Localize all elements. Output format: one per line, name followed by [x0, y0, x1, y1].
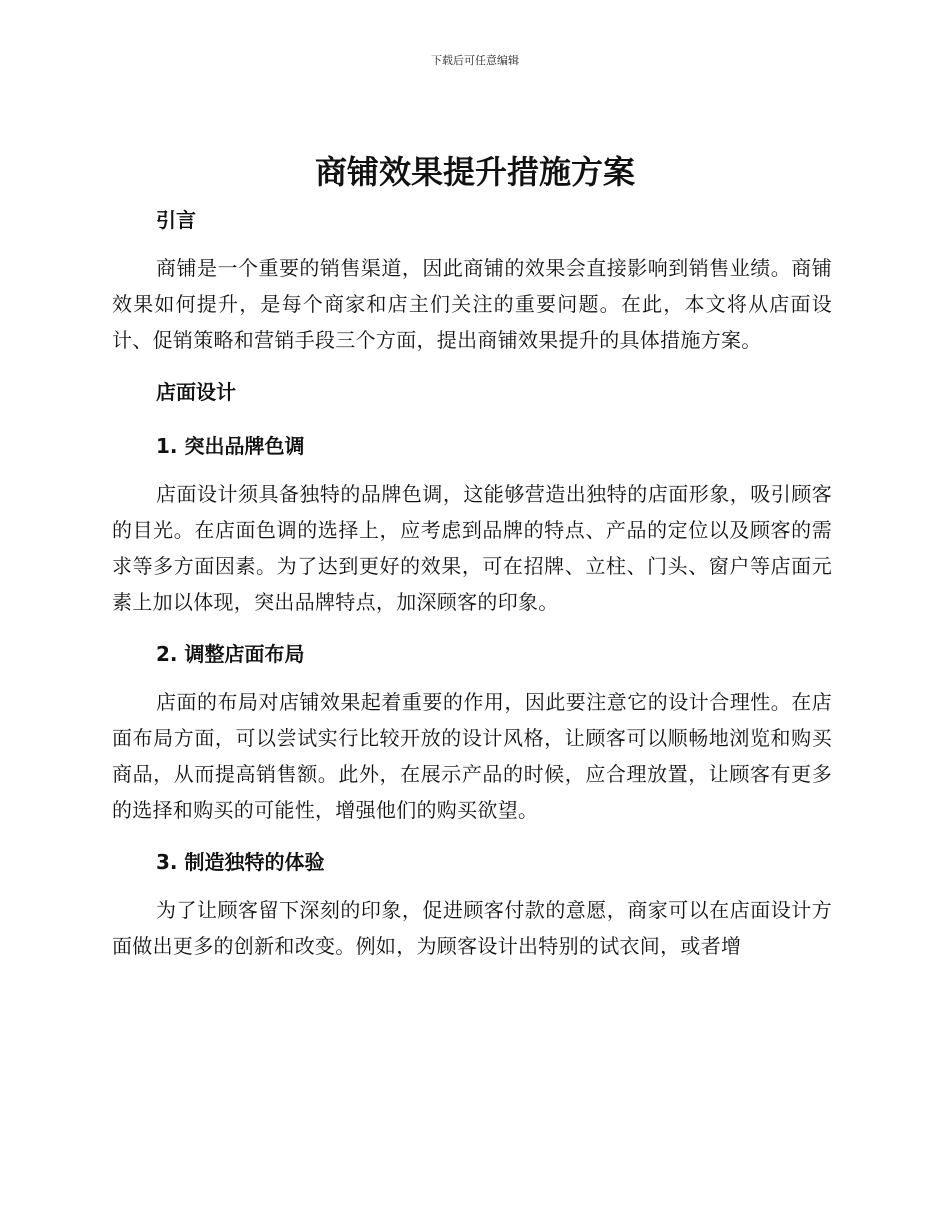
- store-design-heading: 店面设计: [156, 380, 236, 404]
- item2-paragraph: 店面的布局对店铺效果起着重要的作用，因此要注意它的设计合理性。在店面布局方面，可以尝试实行比较开放的设计风格，让顾客可以顺畅地浏览和购买商品，从而提高销售额。此外，在展示产品的时候，应合理放置，让顾客有更多的选择和购买的可能性，增强他们的购买欲望。: [112, 690, 832, 822]
- document-title: 商铺效果提升措施方案: [314, 153, 635, 191]
- intro-paragraph: 商铺是一个重要的销售渠道，因此商铺的效果会直接影响到销售业绩。商铺效果如何提升，是每个商家和店主们关注的重要问题。在此，本文将从店面设计、促销策略和营销手段三个方面，提出商铺效果提升的具体措施方案。: [112, 256, 832, 352]
- item3-heading: 3. 制造独特的体验: [156, 850, 325, 874]
- item2-heading: 2. 调整店面布局: [156, 642, 305, 666]
- page-header-note: 下载后可任意编辑: [431, 54, 519, 67]
- item1-paragraph: 店面设计须具备独特的品牌色调，这能够营造出独特的店面形象，吸引顾客的目光。在店面色调的选择上，应考虑到品牌的特点、产品的定位以及顾客的需求等多方面因素。为了达到更好的效果，可在招牌、立柱、门头、窗户等店面元素上加以体现，突出品牌特点，加深顾客的印象。: [112, 482, 832, 614]
- item1-heading: 1. 突出品牌色调: [156, 434, 305, 458]
- item3-paragraph: 为了让顾客留下深刻的印象，促进顾客付款的意愿，商家可以在店面设计方面做出更多的创新和改变。例如，为顾客设计出特别的试衣间，或者增: [112, 898, 832, 958]
- intro-heading: 引言: [156, 208, 196, 232]
- document-body: [112, 200, 832, 964]
